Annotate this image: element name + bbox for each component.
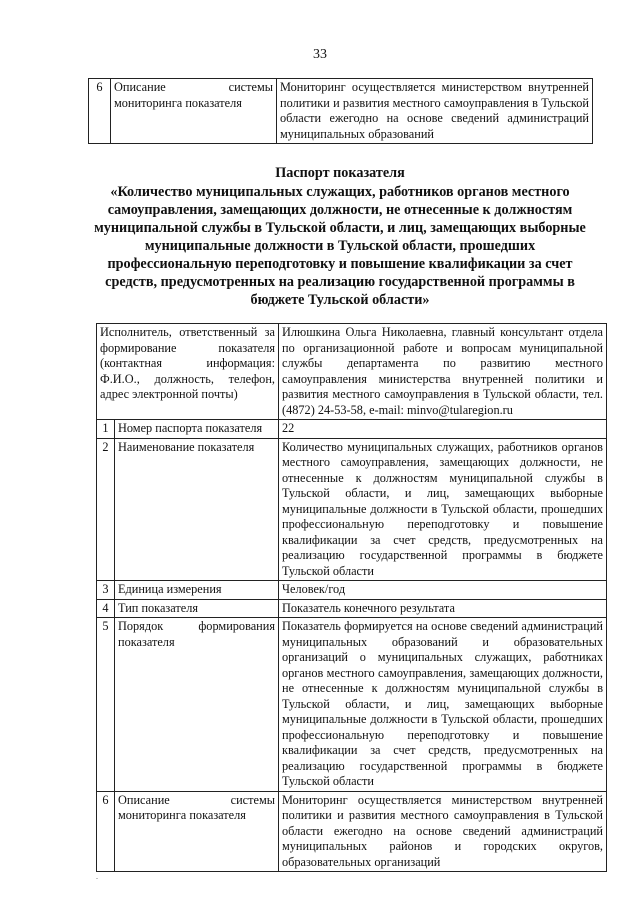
row-value: Показатель формируется на основе сведений администраций муниципальных образований и образовательных организаций о муниципальных служащих, работниках органов местного самоуправления, замещающих должности, не отнесенные к должностям муниципальной службы в Тульской области, и лиц, замещающих выборные муниципальные должности в Тульской области, прошедших профессиональную переподготовку и повышение квалификации за счет средств, предусмотренных на реализацию государственной программы в бюджете Тульской области	[279, 618, 607, 792]
table-row	[97, 438, 607, 581]
row-label: Описание системы мониторинга показателя	[115, 791, 279, 872]
passport-title: Паспорт показателя	[275, 165, 405, 181]
page-number: 33	[313, 47, 327, 62]
table-row	[89, 79, 593, 144]
row-label: Единица измерения	[115, 581, 279, 600]
row-number: 6	[89, 79, 111, 144]
row-number: 5	[97, 618, 115, 792]
row-value: Количество муниципальных служащих, работников органов местного самоуправления, замещающих должности, не отнесенные к должностям муниципальной службы в Тульской области, и лиц, замещающих выборные муниципальные должности в Тульской области, прошедших профессиональную переподготовку и повышение квалификации за счет средств, предусмотренных на реализацию государственной программы в бюджете Тульской области	[279, 438, 607, 581]
row-label: Наименование показателя	[115, 438, 279, 581]
row-label: Тип показателя	[115, 599, 279, 618]
row-number: 1	[97, 420, 115, 439]
row-value: Человек/год	[279, 581, 607, 600]
row-value: Мониторинг осуществляется министерством внутренней политики и развития местного самоуправления в Тульской области ежегодно на основе сведений администраций муниципальных образований	[277, 79, 593, 144]
row-label: Порядок формирования показателя	[115, 618, 279, 792]
previous-passport-table-tail	[88, 78, 593, 144]
table-row	[97, 618, 607, 792]
passport-table	[96, 323, 607, 872]
passport-subtitle: «Количество муниципальных служащих, работников органов местного самоуправления, замещающих должности, не отнесенные к должностям муниципальной службы в Тульской области, и лиц, замещающих выборные муниципальные должности в Тульской области, прошедших профессиональную переподготовку и повышение квалификации за счет средств, предусмотренных на реализацию государственной программы в бюджете Тульской области»	[94, 184, 586, 308]
row-number: 4	[97, 599, 115, 618]
row-value: 22	[279, 420, 607, 439]
executor-label: Исполнитель, ответственный за формирование показателя (контактная информация: Ф.И.О., должность, телефон, адрес электронной почты)	[97, 324, 279, 420]
table-row	[97, 420, 607, 439]
row-number: 6	[97, 791, 115, 872]
passport-heading	[84, 164, 596, 309]
scan-mark: .	[96, 872, 98, 881]
row-number: 3	[97, 581, 115, 600]
row-value: Мониторинг осуществляется министерством внутренней политики и развития местного самоуправления в Тульской области ежегодно на основе сведений администраций муниципальных районов и городских округов, образовательных организаций	[279, 791, 607, 872]
table-row	[97, 791, 607, 872]
table-row	[97, 581, 607, 600]
row-label: Номер паспорта показателя	[115, 420, 279, 439]
table-row	[97, 599, 607, 618]
table-row	[97, 324, 607, 420]
row-value: Показатель конечного результата	[279, 599, 607, 618]
executor-value: Илюшкина Ольга Николаевна, главный консультант отдела по организационной работе и вопросам муниципальной службы департамента по развитию местного самоуправления министерства внутренней политики и развития местного самоуправления в Тульской области, тел. (4872) 24-53-58, e-mail: minvo@tularegion.ru	[279, 324, 607, 420]
row-number: 2	[97, 438, 115, 581]
row-label: Описание системы мониторинга показателя	[111, 79, 277, 144]
